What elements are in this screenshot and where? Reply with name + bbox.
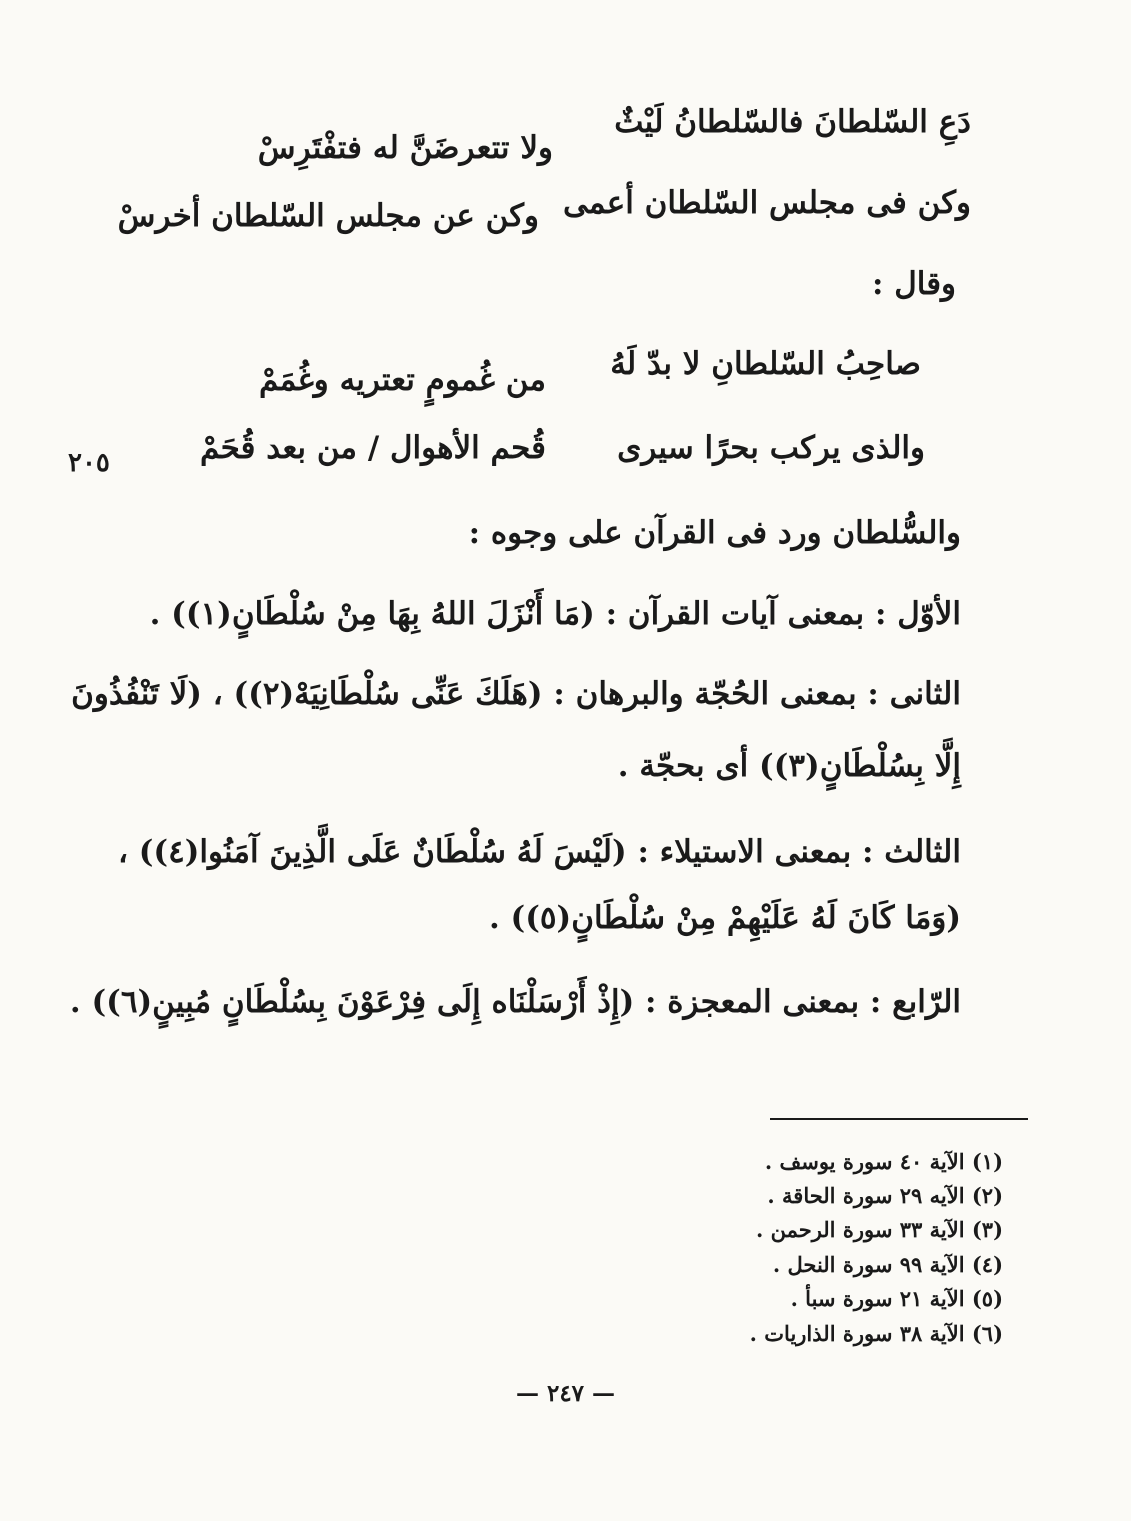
footnote-5: (٥) الآية ٢١ سورة سبأ . [790, 1286, 1003, 1311]
footnote-3: (٣) الآية ٣٣ سورة الرحمن . [755, 1217, 1003, 1242]
paragraph-intro: والسُّلطان ورد فى القرآن على وجوه : [468, 515, 961, 551]
meaning-second-line1: الثانى : بمعنى الحُجّة والبرهان : (هَلَكَ عَنِّى سُلْطَانِيَهْ(٢)) ، (لَا تَنْفُذُونَ [71, 676, 961, 712]
footnote-1: (١) الآية ٤٠ سورة يوسف . [764, 1149, 1003, 1174]
poem2-verse2-first: والذى يركب بحرًا سيرى [617, 430, 925, 466]
margin-page-reference: ٢٠٥ [68, 448, 110, 478]
footnote-2: (٢) الآيه ٢٩ سورة الحاقة . [767, 1183, 1003, 1208]
page-number: — ٢٤٧ — [515, 1380, 616, 1407]
meaning-first: الأوّل : بمعنى آيات القرآن : (مَا أَنْزَلَ اللهُ بِهَا مِنْ سُلْطَانٍ(١)) . [149, 596, 961, 632]
meaning-fourth: الرّابع : بمعنى المعجزة : (إِذْ أَرْسَلْنَاه إِلَى فِرْعَوْنَ بِسُلْطَانٍ مُبِينٍ(٦)) . [69, 984, 961, 1020]
footnote-separator [770, 1118, 1028, 1120]
intro-said: وقال : [872, 266, 956, 302]
poem2-verse1-second: من غُمومٍ تعتريه وغُمَمْ [259, 362, 546, 398]
poem1-verse1-second: ولا تتعرضَنَّ له فتفْتَرِسْ [257, 130, 553, 166]
meaning-second-line2: إِلَّا بِسُلْطَانٍ(٣)) أى بحجّة . [617, 748, 961, 784]
footnote-4: (٤) الآية ٩٩ سورة النحل . [772, 1252, 1003, 1277]
poem1-verse2-second: وكن عن مجلس السّلطان أخرسْ [117, 198, 539, 234]
poem2-verse2-second: قُحم الأهوال / من بعد قُحَمْ [199, 430, 546, 466]
meaning-third-line2: (وَمَا كَانَ لَهُ عَلَيْهِمْ مِنْ سُلْطَانٍ(٥)) . [488, 900, 961, 936]
poem1-verse2-first: وكن فى مجلس السّلطان أعمى [562, 185, 971, 221]
poem1-verse1-first: دَعِ السّلطانَ فالسّلطانُ لَيْثٌ [614, 104, 971, 140]
poem2-verse1-first: صاحِبُ السّلطانِ لا بدّ لَهُ [610, 346, 921, 382]
footnote-6: (٦) الآية ٣٨ سورة الذاريات . [749, 1321, 1003, 1346]
meaning-third-line1: الثالث : بمعنى الاستيلاء : (لَيْسَ لَهُ سُلْطَانٌ عَلَى الَّذِينَ آمَنُوا(٤)) ، [117, 834, 961, 870]
